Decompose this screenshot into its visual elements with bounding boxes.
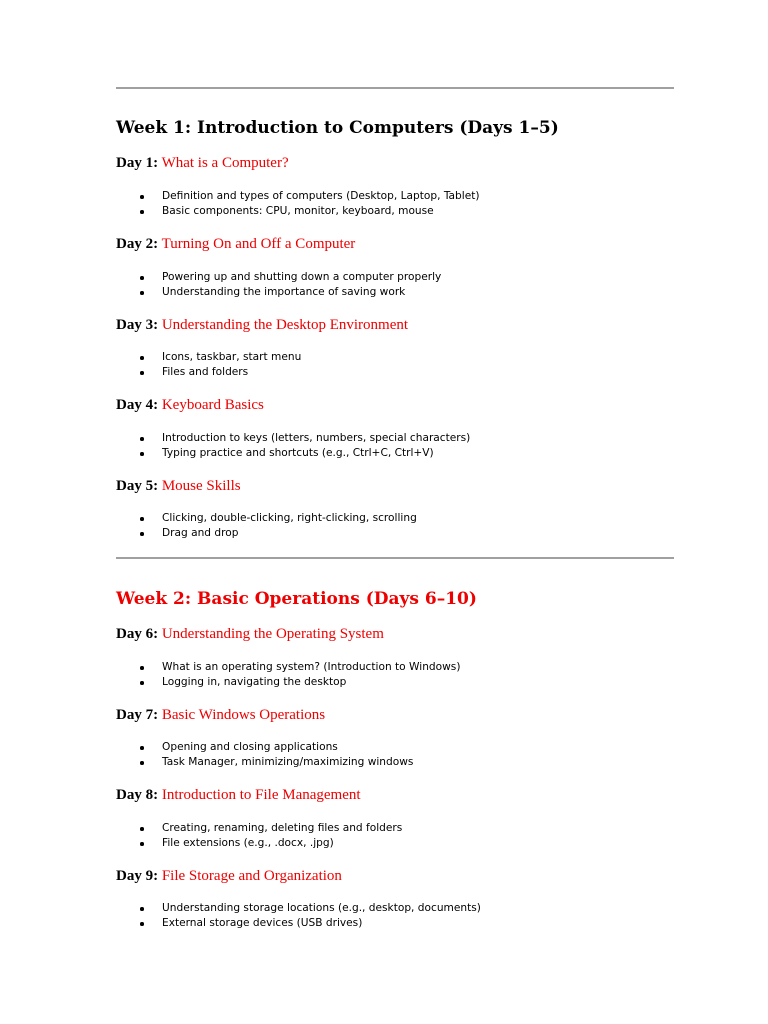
list-item: Files and folders (116, 365, 301, 380)
horizontal-rule (116, 557, 674, 559)
day-3-bullets (116, 350, 301, 380)
day-label: Day 1: (116, 155, 159, 171)
day-7-bullets (116, 740, 413, 770)
list-item: Drag and drop (116, 526, 417, 541)
list-item: Typing practice and shortcuts (e.g., Ctrl+C, Ctrl+V) (116, 446, 470, 461)
list-item: Basic components: CPU, monitor, keyboard, mouse (116, 204, 480, 219)
day-label: Day 7: (116, 707, 159, 723)
list-item: Opening and closing applications (116, 740, 413, 755)
list-item: Task Manager, minimizing/maximizing windows (116, 755, 413, 770)
day-title: Mouse Skills (161, 478, 241, 494)
day-title: Introduction to File Management (161, 787, 361, 803)
day-6-heading (116, 625, 384, 643)
day-5-bullets (116, 511, 417, 541)
list-item: Clicking, double-clicking, right-clicking, scrolling (116, 511, 417, 526)
day-1-bullets (116, 189, 480, 219)
day-4-bullets (116, 431, 470, 461)
day-8-heading (116, 786, 361, 804)
day-title: Basic Windows Operations (161, 707, 326, 723)
day-title: Understanding the Operating System (161, 626, 384, 642)
day-7-heading (116, 706, 325, 724)
list-item: Understanding storage locations (e.g., desktop, documents) (116, 901, 481, 916)
list-item: Creating, renaming, deleting files and folders (116, 821, 402, 836)
day-title: File Storage and Organization (161, 868, 342, 884)
day-label: Day 2: (116, 236, 159, 252)
list-item: File extensions (e.g., .docx, .jpg) (116, 836, 402, 851)
day-4-heading (116, 396, 264, 414)
day-label: Day 5: (116, 478, 159, 494)
day-9-heading (116, 867, 342, 885)
day-label: Day 6: (116, 626, 159, 642)
list-item: Introduction to keys (letters, numbers, special characters) (116, 431, 470, 446)
day-2-heading (116, 235, 355, 253)
day-title: Turning On and Off a Computer (161, 236, 356, 252)
day-1-heading (116, 154, 289, 172)
list-item: Understanding the importance of saving work (116, 285, 441, 300)
day-3-heading (116, 316, 408, 334)
list-item: Logging in, navigating the desktop (116, 675, 460, 690)
list-item: Icons, taskbar, start menu (116, 350, 301, 365)
list-item: Powering up and shutting down a computer properly (116, 270, 441, 285)
day-8-bullets (116, 821, 402, 851)
list-item: Definition and types of computers (Desktop, Laptop, Tablet) (116, 189, 480, 204)
day-title: What is a Computer? (161, 155, 289, 171)
horizontal-rule (116, 87, 674, 89)
list-item: What is an operating system? (Introduction to Windows) (116, 660, 460, 675)
day-6-bullets (116, 660, 460, 690)
day-label: Day 3: (116, 317, 159, 333)
day-9-bullets (116, 901, 481, 931)
week-2-heading: Week 2: Basic Operations (Days 6–10) (116, 589, 477, 609)
day-label: Day 8: (116, 787, 159, 803)
list-item: External storage devices (USB drives) (116, 916, 481, 931)
day-label: Day 4: (116, 397, 159, 413)
week-1-heading: Week 1: Introduction to Computers (Days 1–5) (116, 118, 559, 138)
day-label: Day 9: (116, 868, 159, 884)
day-title: Keyboard Basics (161, 397, 264, 413)
day-2-bullets (116, 270, 441, 300)
day-title: Understanding the Desktop Environment (161, 317, 409, 333)
day-5-heading (116, 477, 241, 495)
